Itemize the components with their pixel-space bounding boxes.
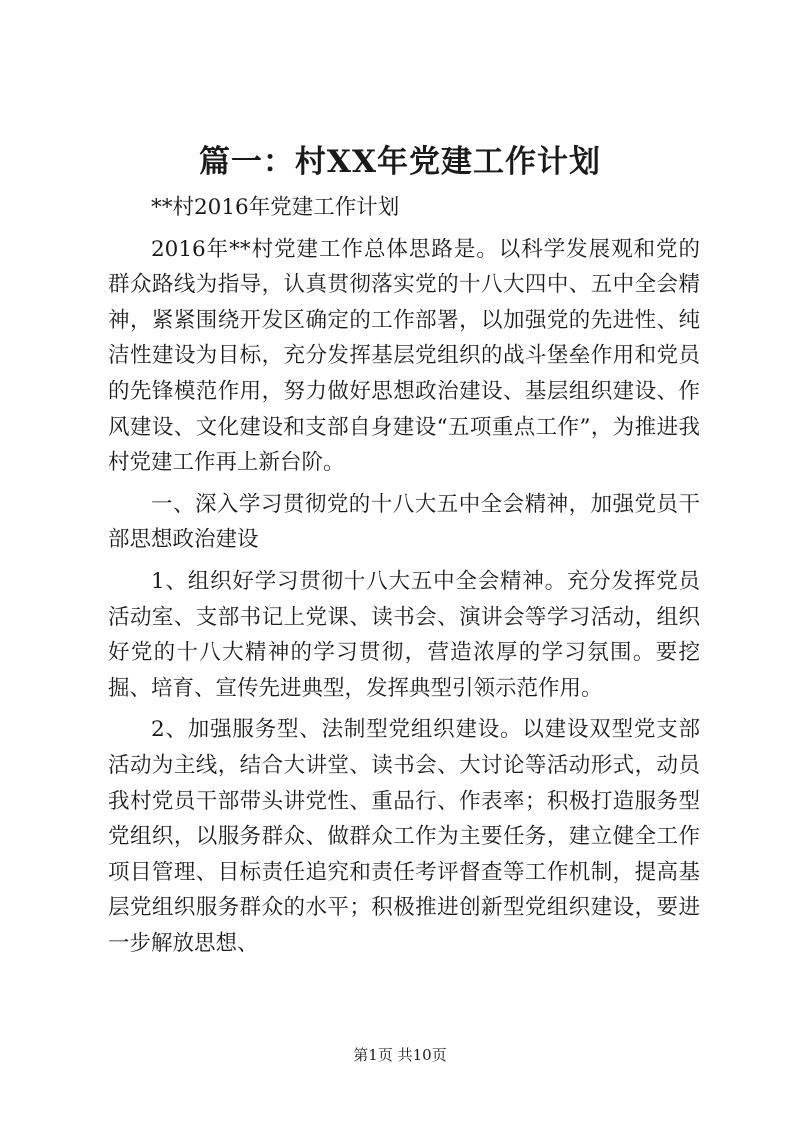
document-subtitle: **村2016年党建工作计划 <box>151 195 400 220</box>
page-number-footer: 第1页 共10页 <box>353 1046 447 1064</box>
paragraph-overview: 2016年**村党建工作总体思路是。以科学发展观和党的群众路线为指导，认真贯彻落实党的十八大四中、五中全会精神，紧紧围绕开发区确定的工作部署，以加强党的先进性、纯洁性建设为目标，充分发挥基层党组织的战斗堡垒作用和党员的先锋模范作用，努力做好思想政治建设、基层组织建设、作风建设、文化建设和支部自身建设“五项重点工作”，为推进我村党建工作再上新台阶。 <box>108 236 700 476</box>
document-title: 篇一：村XX年党建工作计划 <box>198 144 602 180</box>
section-heading-1: 一、深入学习贯彻党的十八大五中全会精神，加强党员干部思想政治建设 <box>108 491 700 553</box>
paragraph-item-2: 2、加强服务型、法制型党组织建设。以建设双型党支部活动为主线，结合大讲堂、读书会、大讨论等活动形式，动员我村党员干部带头讲党性、重品行、作表率；积极打造服务型党组织，以服务群众、做群众工作为主要任务，建立健全工作项目管理、目标责任追究和责任考评督查等工作机制，提高基层党组织服务群众的水平；积极推进创新型党组织建设，要进一步解放思想、 <box>108 717 700 956</box>
paragraph-item-1: 1、组织好学习贯彻十八大五中全会精神。充分发挥党员活动室、支部书记上党课、读书会、演讲会等学习活动，组织好党的十八大精神的学习贯彻，营造浓厚的学习氛围。要挖掘、培育、宣传先进典型，发挥典型引领示范作用。 <box>108 568 700 701</box>
document-body <box>108 190 700 961</box>
